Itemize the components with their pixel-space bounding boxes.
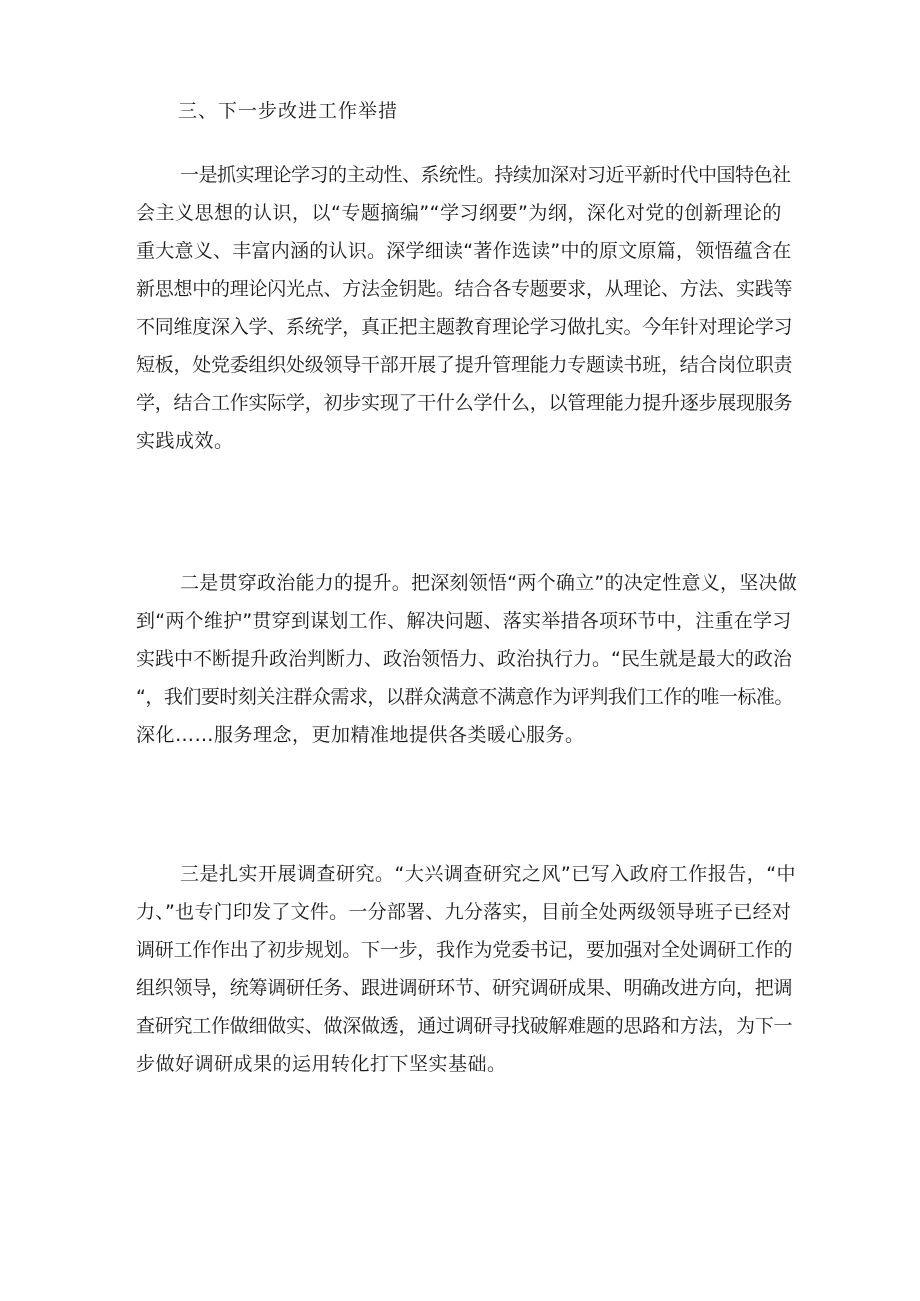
paragraph-line: 实践成效。 (136, 430, 234, 452)
section-heading: 三、下一步改进工作举措 (178, 100, 399, 122)
paragraph-line: “，我们要时刻关注群众需求，以群众满意不满意作为评判我们工作的唯一标准。 (136, 686, 793, 708)
paragraph-line: 深化……服务理念，更加精准地提供各类暖心服务。 (136, 724, 585, 746)
paragraph-line: 会主义思想的认识，以“专题摘编”“学习纲要”为纲，深化对党的创新理论的 (136, 202, 782, 224)
paragraph-line: 新思想中的理论闪光点、方法金钥匙。结合各专题要求，从理论、方法、实践等 (136, 278, 793, 300)
paragraph-line: 步做好调研成果的运用转化打下坚实基础。 (136, 1053, 507, 1075)
paragraph-1 (136, 156, 798, 460)
paragraph-2 (136, 564, 798, 754)
paragraph-line: 调研工作作出了初步规划。下一步，我作为党委书记，要加强对全处调研工作的 (136, 939, 793, 961)
paragraph-line: 二是贯穿政治能力的提升。把深刻领悟“两个确立”的决定性意义，坚决做 (180, 572, 797, 594)
paragraph-line: 实践中不断提升政治判断力、政治领悟力、政治执行力。“民生就是最大的政治 (136, 648, 792, 670)
paragraph-line: 一是抓实理论学习的主动性、系统性。持续加深对习近平新时代中国特色社 (180, 164, 791, 186)
paragraph-line: 重大意义、丰富内涵的认识。深学细读“著作选读”中的原文原篇，领悟蕴含在 (136, 240, 792, 262)
paragraph-line: 到“两个维护”贯穿到谋划工作、解决问题、落实举措各项环节中，注重在学习 (136, 610, 792, 632)
paragraph-line: 组织领导，统筹调研任务、跟进调研环节、研究调研成果、明确改进方向，把调 (136, 977, 793, 999)
paragraph-line: 短板，处党委组织处级领导干部开展了提升管理能力专题读书班，结合岗位职责 (136, 354, 793, 376)
paragraph-line: 三是扎实开展调查研究。“大兴调查研究之风”已写入政府工作报告，“中 (180, 863, 797, 885)
paragraph-3 (136, 855, 798, 1083)
paragraph-line: 力、”也专门印发了文件。一分部署、九分落实，目前全处两级领导班子已经对 (136, 901, 792, 923)
paragraph-line: 学，结合工作实际学，初步实现了干什么学什么，以管理能力提升逐步展现服务 (136, 392, 793, 414)
paragraph-line: 查研究工作做细做实、做深做透，通过调研寻找破解难题的思路和方法，为下一 (136, 1015, 793, 1037)
paragraph-line: 不同维度深入学、系统学，真正把主题教育理论学习做扎实。今年针对理论学习 (136, 316, 793, 338)
